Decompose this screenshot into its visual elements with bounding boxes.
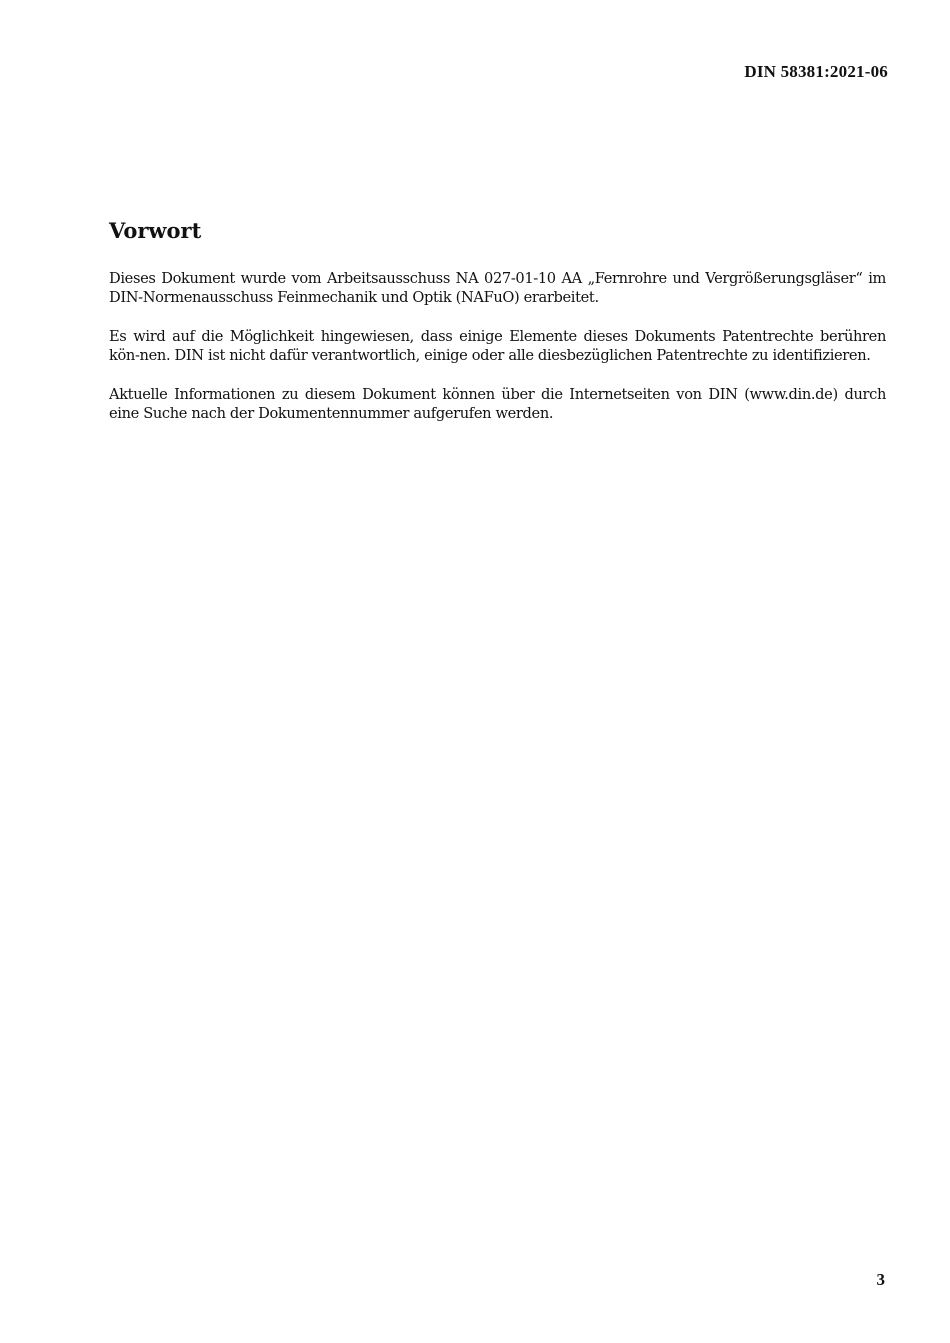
page-number: 3 [876, 1270, 885, 1289]
paragraph-committee: Dieses Dokument wurde vom Arbeitsausschuss NA 027-01-10 AA „Fernrohre und Vergrößerungsgläser“ im DIN-Normenausschuss Feinmechanik und Optik (NAFuO) erarbeitet. [109, 270, 886, 306]
paragraph-current-information: Aktuelle Informationen zu diesem Dokument können über die Internetseiten von DIN (www.din.de) durch eine Suche nach der Dokumentennummer aufgerufen werden. [109, 386, 886, 422]
foreword-section [109, 215, 886, 443]
document-id: DIN 58381:2021-06 [744, 62, 888, 81]
paragraph-patent-rights: Es wird auf die Möglichkeit hingewiesen, dass einige Elemente dieses Dokuments Patentrechte berühren kön-nen. DIN ist nicht dafür verantwortlich, einige oder alle diesbezüglichen Patentrechte zu identifizieren. [109, 328, 886, 364]
section-title: Vorwort [109, 218, 202, 243]
